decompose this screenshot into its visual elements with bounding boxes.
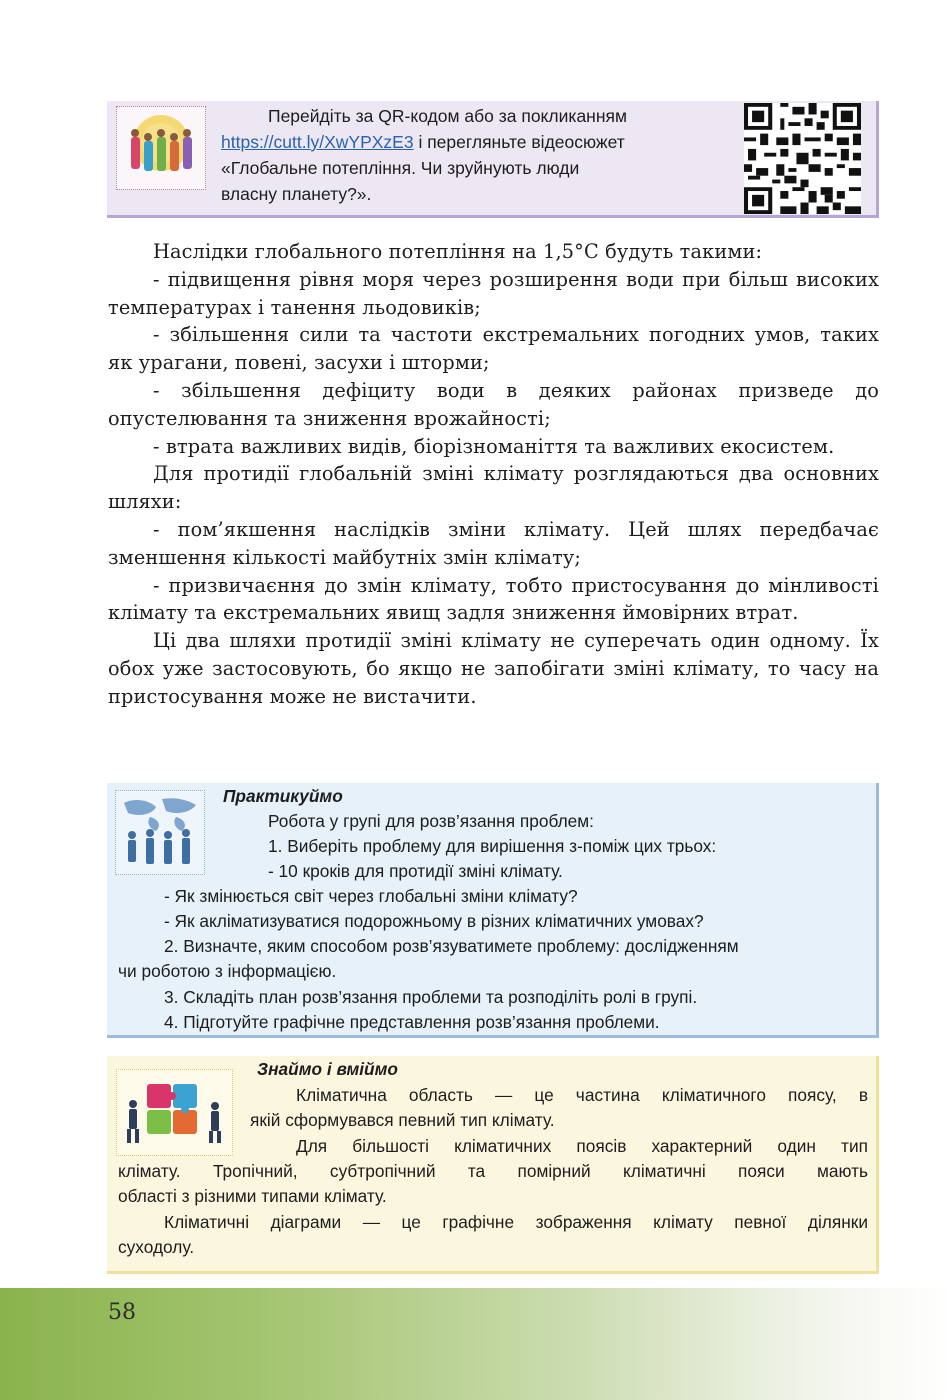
- paragraph-1: Наслідки глобального потепління на 1,5°С будуть такими:: [153, 240, 763, 263]
- paragraph-4: - збільшення дефіциту води в деяких районах призведе до опустелювання та зниження врожайності;: [108, 378, 879, 430]
- paragraph-5: - втрата важливих видів, біорізноманіття та важливих екосистем.: [153, 434, 835, 458]
- know-line-2: якій сформувався певний тип клімату.: [250, 1110, 555, 1130]
- qr-line-4: власну планету?».: [221, 184, 372, 204]
- know-line-3: Для більшості кліматичних поясів характерний один тип: [296, 1136, 868, 1156]
- qr-instructions: [221, 103, 726, 207]
- main-text: [108, 238, 879, 711]
- paragraph-7: - пом’якшення наслідків зміни клімату. Цей шлях передбачає зменшення кількості майбутніх змін клімату;: [108, 517, 879, 569]
- practice-line-2: 1. Виберіть проблему для вирішення з-поміж цих трьох:: [268, 836, 717, 856]
- qr-line-2: і перегляньте відеосюжет: [413, 132, 625, 152]
- people-globe-icon: [116, 106, 206, 190]
- paragraph-9: Ці два шляхи протидії зміні клімату не суперечать один одному. Їх обох уже застосовують, бо якщо не запобігати зміні клімату, то часу на пристосування може не вистачити.: [108, 629, 879, 708]
- page-footer-band: [0, 1288, 952, 1400]
- know-title: Знаймо і вміймо: [257, 1059, 398, 1079]
- qr-code-icon[interactable]: [744, 103, 861, 214]
- paragraph-6: Для протидії глобальній зміні клімату розглядаються два основних шляхи:: [108, 462, 879, 514]
- know-line-1: Кліматична область — це частина кліматичного поясу, в: [296, 1085, 868, 1105]
- practice-line-8: 3. Складіть план розв’язання проблеми та розподіліть ролі в групі.: [164, 987, 698, 1007]
- know-box: [107, 1056, 879, 1274]
- practice-line-3: - 10 кроків для протидії зміні клімату.: [268, 861, 563, 881]
- practice-line-7: чи роботою з інформацією.: [118, 961, 337, 981]
- paragraph-2: - підвищення рівня моря через розширення води при більш високих температурах і танення льодовиків;: [108, 267, 879, 319]
- paragraph-3: - збільшення сили та частоти екстремальних погодних умов, таких як урагани, повені, засухи і шторми;: [108, 323, 879, 375]
- qr-info-box: [107, 101, 879, 218]
- practice-line-6: 2. Визначте, яким способом розв’язуватимете проблему: дослідженням: [164, 936, 739, 956]
- practice-box: [107, 783, 879, 1038]
- qr-line-1: Перейдіть за QR-кодом або за покликанням: [268, 106, 628, 126]
- know-line-7: суходолу.: [118, 1237, 195, 1257]
- page-number: 58: [108, 1300, 136, 1325]
- know-line-4: клімату. Тропічний, субтропічний та помірний кліматичні пояси мають: [118, 1161, 868, 1181]
- practice-line-9: 4. Підготуйте графічне представлення розв’язання проблеми.: [164, 1012, 660, 1032]
- know-line-5: області з різними типами клімату.: [118, 1186, 387, 1206]
- practice-title: Практикуймо: [223, 786, 343, 806]
- paragraph-8: - призвичаєння до змін клімату, тобто пристосування до мінливості клімату та екстремальних явищ задля зниження ймовірних втрат.: [108, 573, 879, 625]
- practice-line-5: - Як акліматизуватися подорожньому в різних кліматичних умовах?: [164, 911, 704, 931]
- qr-line-3: «Глобальне потепління. Чи зруйнують люди: [221, 158, 580, 178]
- practice-line-1: Робота у групі для розв’язання проблем:: [268, 811, 594, 831]
- video-link[interactable]: https://cutt.ly/XwYPXzE3: [221, 132, 414, 152]
- practice-line-4: - Як змінюється світ через глобальні зміни клімату?: [164, 886, 578, 906]
- puzzle-people-icon: [116, 1069, 233, 1156]
- world-map-people-icon: [115, 790, 205, 875]
- know-line-6: Кліматичні діаграми — це графічне зображення клімату певної ділянки: [164, 1212, 868, 1232]
